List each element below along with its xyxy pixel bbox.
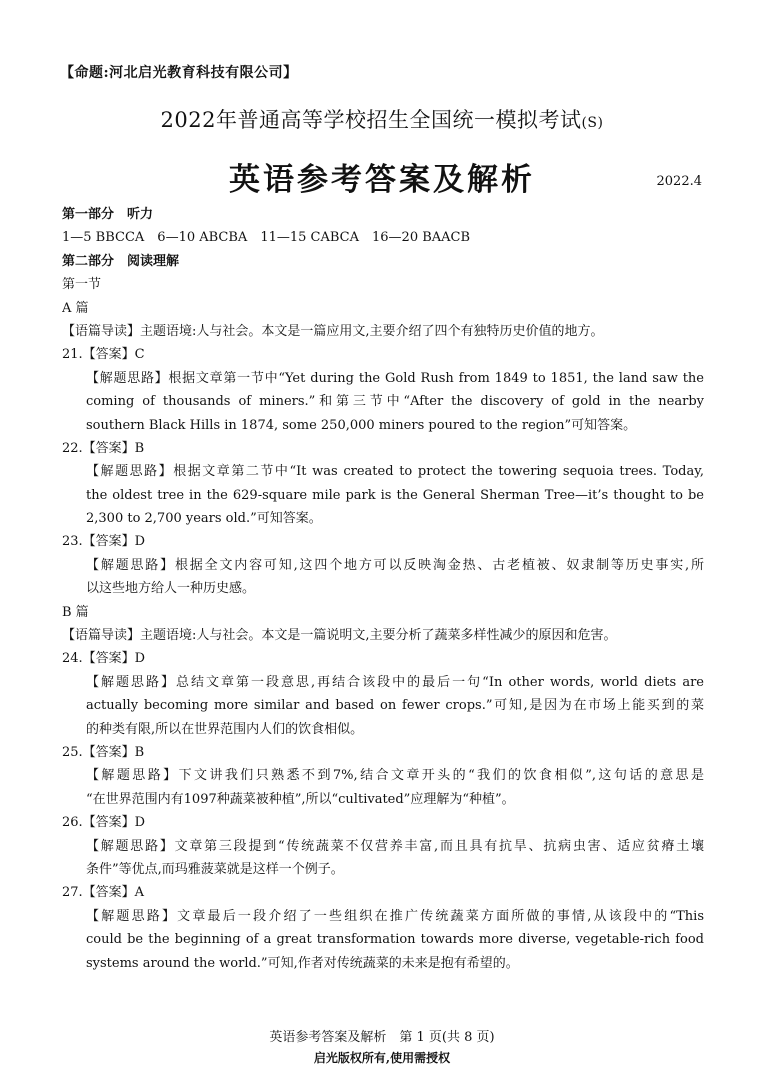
q26-explanation-line: 条件”等优点,而玛雅菠菜就是这样一个例子。 [86, 861, 344, 877]
q24-answer: 24.【答案】D [62, 651, 146, 667]
q22-explanation-line: the oldest tree in the 629-square mile park is the General Sherman Tree—it’s thought to be [86, 487, 704, 503]
q21-explanation-line: coming of thousands of miners.”和第三节中“After the discovery of gold in the nearby [86, 394, 704, 410]
q26-explanation-line: 【解题思路】文章第三段提到“传统蔬菜不仅营养丰富,而且具有抗旱、抗病虫害、适应贫瘠土壤 [86, 838, 704, 854]
passage-b-intro: 【语篇导读】主题语境:人与社会。本文是一篇说明文,主要分析了蔬菜多样性减少的原因和危害。 [62, 628, 617, 644]
q27-explanation-line: systems around the world.”可知,作者对传统蔬菜的未来是抱有希望的。 [86, 955, 519, 971]
part2-heading: 第二部分 阅读理解 [62, 253, 180, 269]
q21-explanation-line: southern Black Hills in 1874, some 250,000 miners poured to the region”可知答案。 [86, 417, 637, 433]
page-footer: 英语参考答案及解析 第 1 页(共 8 页) [269, 1030, 495, 1045]
exam-title-text: 2022年普通高等学校招生全国统一模拟考试 [160, 108, 582, 132]
q24-explanation-line: 【解题思路】总结文章第一段意思,再结合该段中的最后一句“In other words, world diets are [86, 674, 704, 690]
q25-explanation-line: “在世界范围内有1097种蔬菜被种植”,所以“cultivated”应理解为“种植”。 [86, 791, 515, 807]
q24-explanation-line: 的种类有限,所以在世界范围内人们的饮食相似。 [86, 721, 364, 737]
passage-b-heading: B 篇 [62, 604, 89, 620]
passage-a-heading: A 篇 [62, 300, 89, 316]
q23-explanation-line: 以这些地方给人一种历史感。 [86, 581, 256, 597]
part1-heading: 第一部分 听力 [62, 207, 154, 222]
publisher-note: 【命题:河北启光教育科技有限公司】 [60, 65, 298, 81]
page-title: 英语参考答案及解析 [229, 162, 535, 198]
q26-answer: 26.【答案】D [62, 815, 146, 831]
exam-title-suffix: (S) [581, 115, 604, 131]
q21-explanation-line: 【解题思路】根据文章第一节中“Yet during the Gold Rush from 1849 to 1851, the land saw the [86, 370, 704, 386]
q21-answer: 21.【答案】C [62, 347, 145, 363]
q27-answer: 27.【答案】A [62, 885, 145, 901]
q25-answer: 25.【答案】B [62, 744, 145, 760]
q24-explanation-line: actually becoming more similar and based on fewer crops.”可知,是因为在市场上能买到的菜 [86, 698, 704, 714]
q23-explanation-line: 【解题思路】根据全文内容可知,这四个地方可以反映淘金热、古老植被、奴隶制等历史事实,所 [86, 557, 704, 573]
q23-answer: 23.【答案】D [62, 534, 146, 550]
section-heading: 第一节 [62, 277, 102, 293]
passage-a-intro: 【语篇导读】主题语境:人与社会。本文是一篇应用文,主要介绍了四个有独特历史价值的地方。 [62, 323, 604, 339]
answer-body [62, 203, 704, 975]
q27-explanation-line: could be the beginning of a great transformation towards more diverse, vegetable-rich food [86, 932, 704, 948]
q22-answer: 22.【答案】B [62, 440, 145, 456]
exam-title [0, 104, 764, 134]
listening-answers: 1—5 BBCCA 6—10 ABCBA 11—15 CABCA 16—20 BAACB [62, 230, 471, 246]
copyright-notice: 启光版权所有,使用需授权 [313, 1051, 451, 1065]
q22-explanation-line: 2,300 to 2,700 years old.”可知答案。 [86, 511, 322, 527]
q25-explanation-line: 【解题思路】下文讲我们只熟悉不到7%,结合文章开头的“我们的饮食相似”,这句话的意思是 [86, 768, 704, 784]
exam-date: 2022.4 [656, 174, 702, 189]
q27-explanation-line: 【解题思路】文章最后一段介绍了一些组织在推广传统蔬菜方面所做的事情,从该段中的“This [86, 908, 704, 924]
q22-explanation-line: 【解题思路】根据文章第二节中“It was created to protect the towering sequoia trees. Today, [86, 464, 704, 480]
